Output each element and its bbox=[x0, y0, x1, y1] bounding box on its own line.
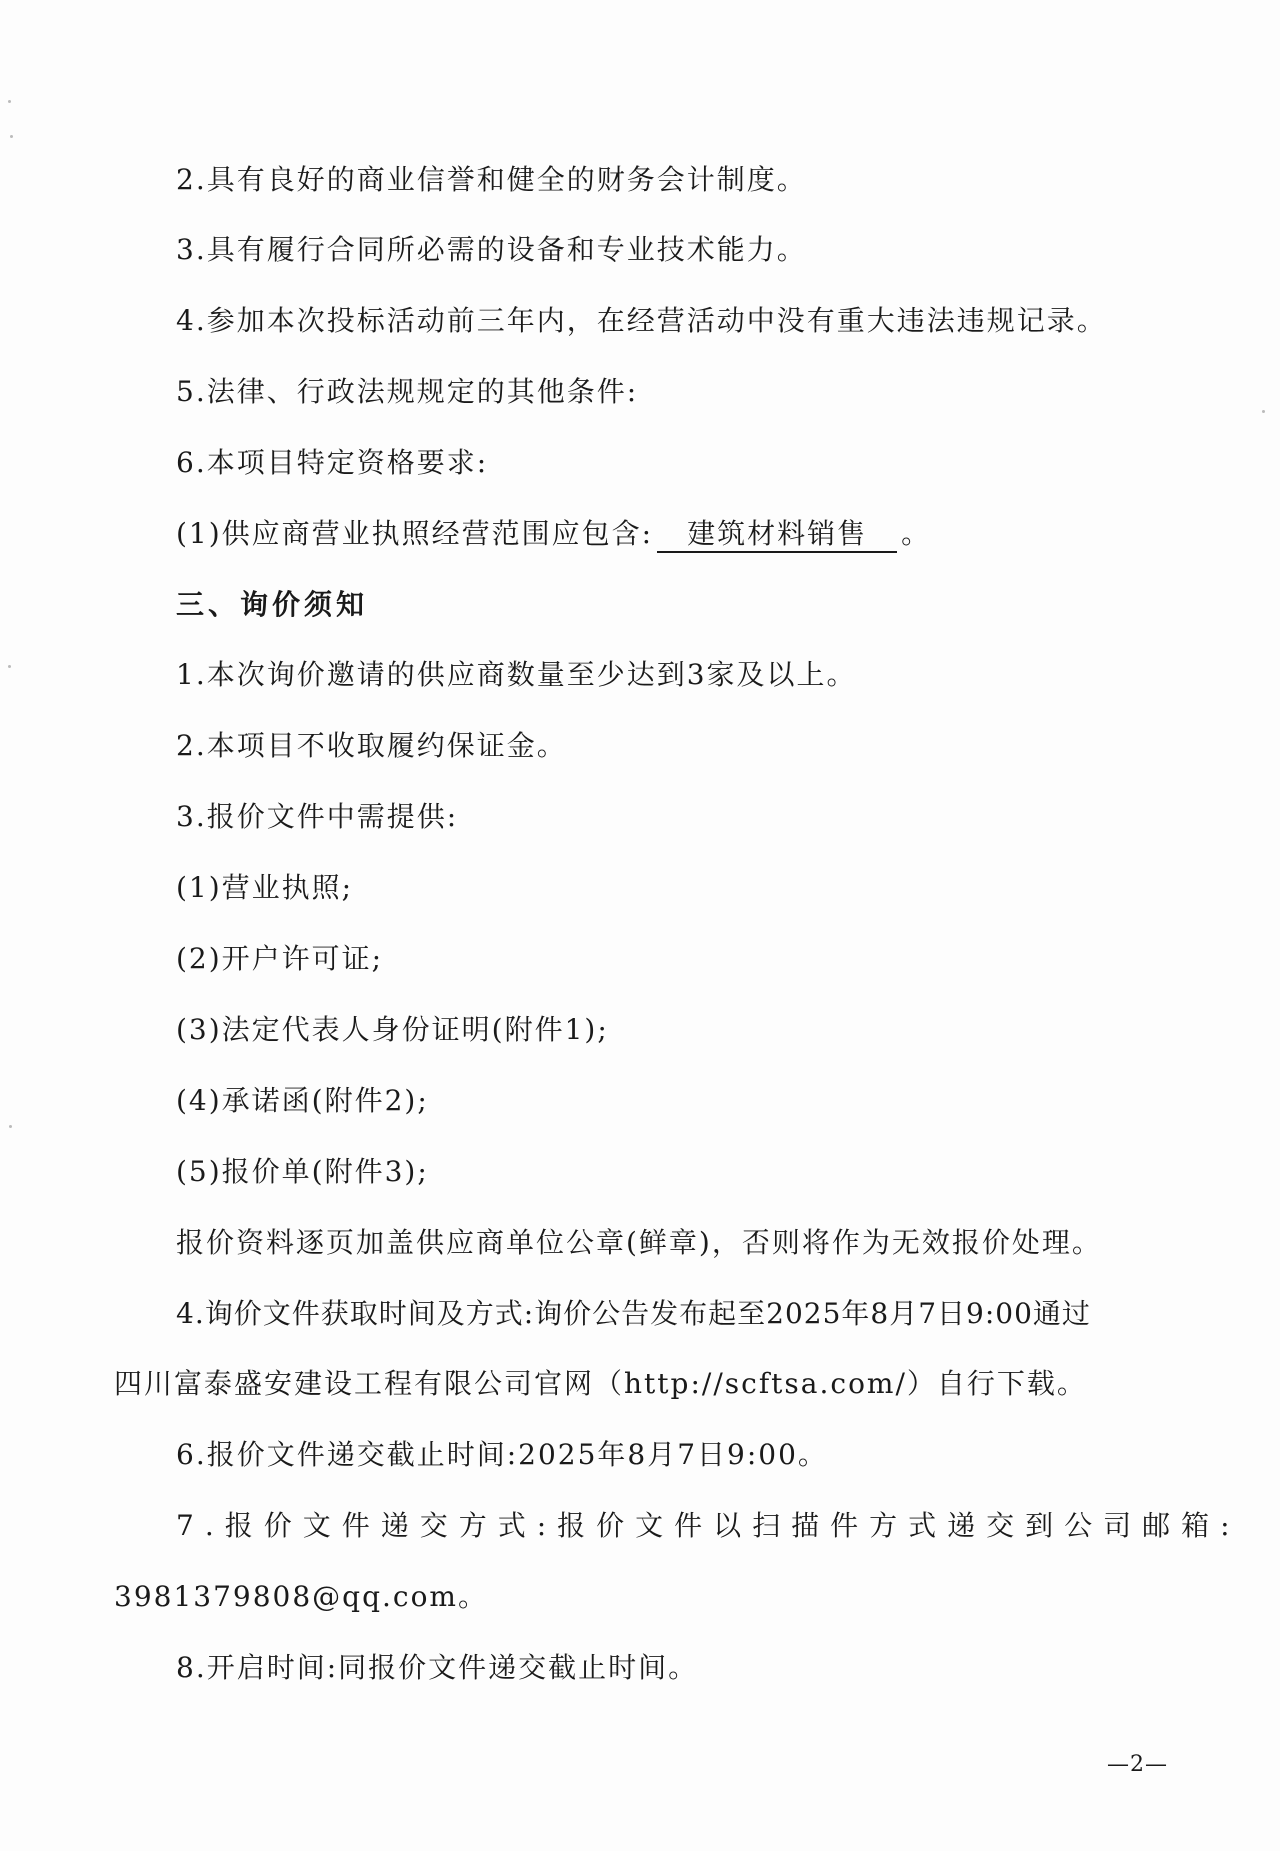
business-scope-value: 建筑材料销售 bbox=[657, 517, 897, 553]
specific-requirement-suffix: 。 bbox=[901, 517, 932, 550]
section-heading: 三、询价须知 bbox=[176, 588, 369, 621]
requirement-2: 2.具有良好的商业信誉和健全的财务会计制度。 bbox=[176, 163, 807, 196]
document-item: (1)营业执照; bbox=[176, 871, 354, 904]
notice-item-3: 3.报价文件中需提供: bbox=[176, 800, 459, 833]
notice-item-4-line-2: 四川富泰盛安建设工程有限公司官网（http://scftsa.com/）自行下载。 bbox=[114, 1367, 1087, 1400]
notice-item-8: 8.开启时间:同报价文件递交截止时间。 bbox=[176, 1651, 699, 1684]
scan-artifact bbox=[10, 135, 13, 138]
requirement-6: 6.本项目特定资格要求: bbox=[176, 446, 489, 479]
stamp-note: 报价资料逐页加盖供应商单位公章(鲜章)，否则将作为无效报价处理。 bbox=[176, 1226, 1102, 1259]
scan-artifact bbox=[9, 1125, 12, 1128]
requirement-4: 4.参加本次投标活动前三年内，在经营活动中没有重大违法违规记录。 bbox=[176, 304, 1107, 337]
notice-item-4-line-1: 4.询价文件获取时间及方式:询价公告发布起至2025年8月7日9:00通过 bbox=[176, 1297, 1091, 1330]
notice-item-6: 6.报价文件递交截止时间:2025年8月7日9:00。 bbox=[176, 1438, 828, 1471]
document-item: (5)报价单(附件3); bbox=[176, 1155, 429, 1188]
page-number: —2— bbox=[1107, 1752, 1168, 1777]
notice-item-7-line-1: 7.报价文件递交方式:报价文件以扫描件方式递交到公司邮箱: bbox=[176, 1509, 1241, 1542]
notice-item-2: 2.本项目不收取履约保证金。 bbox=[176, 729, 567, 762]
scan-artifact bbox=[1262, 410, 1265, 413]
requirement-3: 3.具有履行合同所必需的设备和专业技术能力。 bbox=[176, 233, 807, 266]
scan-artifact bbox=[8, 100, 11, 103]
scan-artifact bbox=[8, 665, 11, 668]
document-item: (3)法定代表人身份证明(附件1); bbox=[176, 1013, 609, 1046]
document-item: (2)开户许可证; bbox=[176, 942, 384, 975]
document-item: (4)承诺函(附件2); bbox=[176, 1084, 429, 1117]
notice-item-1: 1.本次询价邀请的供应商数量至少达到3家及以上。 bbox=[176, 658, 857, 691]
notice-item-7-email: 3981379808@qq.com。 bbox=[114, 1580, 488, 1613]
specific-requirement bbox=[176, 514, 931, 554]
specific-requirement-prefix: (1)供应商营业执照经营范围应包含: bbox=[176, 517, 654, 550]
requirement-5: 5.法律、行政法规规定的其他条件: bbox=[176, 375, 639, 408]
